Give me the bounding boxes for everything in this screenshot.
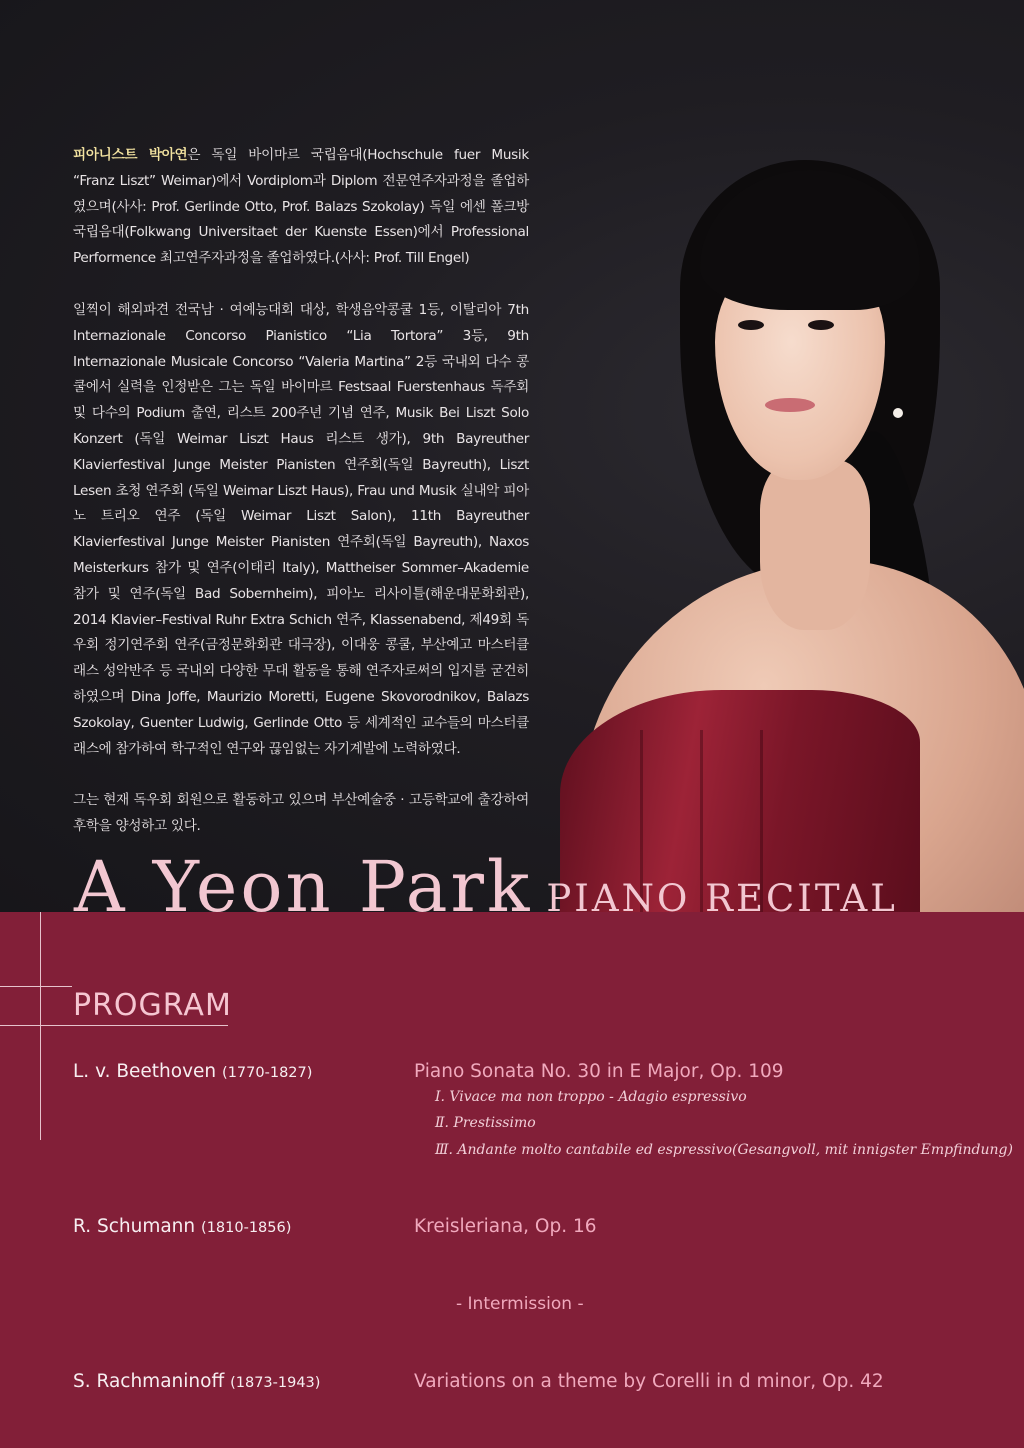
composer-years: (1810-1856) bbox=[201, 1220, 292, 1236]
composer-name: R. Schumann bbox=[73, 1216, 196, 1237]
decorative-vertical-line bbox=[40, 912, 41, 1140]
program-composer bbox=[73, 1371, 320, 1392]
program-work: Piano Sonata No. 30 in E Major, Op. 109 bbox=[414, 1061, 784, 1082]
program-movement: Ⅰ. Vivace ma non troppo - Adagio espressivo bbox=[435, 1089, 747, 1105]
intermission-label: - Intermission - bbox=[456, 1294, 584, 1314]
decorative-horizontal-line bbox=[0, 986, 72, 987]
composer-name: L. v. Beethoven bbox=[73, 1061, 217, 1082]
portrait-left-eye bbox=[738, 320, 764, 330]
recital-subtitle: PIANO RECITAL bbox=[546, 877, 898, 920]
bio-highlight-name: 피아니스트 박아연 bbox=[73, 147, 188, 163]
bio-paragraph-1-text: 은 독일 바이마르 국립음대(Hochschule fuer Musik “Franz Liszt” Weimar)에서 Vordiplom과 Diplom 전문연주자과정을 졸업하였으며(사사: Prof. Gerlinde Otto, Prof. Balazs Szokolay) 독일 에센 폴크방 국립음대(Folkwang Universitaet der Kuenste Essen)에서 Professional Performence 최고연주자과정을 졸업하였다.(사사: Prof. Till Engel) bbox=[73, 147, 529, 267]
composer-years: (1770-1827) bbox=[222, 1065, 313, 1081]
composer-years: (1873-1943) bbox=[230, 1375, 321, 1391]
program-movement: Ⅲ. Andante molto cantabile ed espressivo(Gesangvoll, mit innigster Empfindung) bbox=[435, 1142, 1013, 1158]
bio-paragraph-1 bbox=[73, 143, 529, 272]
recital-title bbox=[74, 846, 898, 928]
program-composer bbox=[73, 1216, 291, 1237]
performer-name: A Yeon Park bbox=[74, 846, 533, 928]
composer-name: S. Rachmaninoff bbox=[73, 1371, 225, 1392]
biography bbox=[73, 143, 529, 866]
portrait-right-eye bbox=[808, 320, 834, 330]
portrait-earring bbox=[893, 408, 903, 418]
program-heading: PROGRAM bbox=[73, 988, 232, 1023]
bio-paragraph-2: 일찍이 해외파견 전국남 · 여예능대회 대상, 학생음악콩쿨 1등, 이탈리아 7th Internazionale Concorso Pianistico “Lia Tortora” 3등, 9th Internazionale Musicale Concorso “Valeria Martina” 2등 국내외 다수 콩쿨에서 실력을 인정받은 그는 독일 바이마르 Festsaal Fuerstenhaus 독주회 및 다수의 Podium 출연, 리스트 200주년 기념 연주, Musik Bei Liszt Solo Konzert (독일 Weimar Liszt Haus 리스트 생가), 9th Bayreuther Klavierfestival Junge Meister Pianisten 연주회(독일 Bayreuth), Liszt Lesen 초청 연주회 (독일 Weimar Liszt Haus), Frau und Musik 실내악 피아노 트리오 연주 (독일 Weimar Liszt Salon), 11th Bayreuther Klavierfestival Junge Meister Pianisten 연주회(독일 Bayreuth), Naxos Meisterkurs 참가 및 연주(이태리 Italy), Mattheiser Sommer–Akademie 참가 및 연주(독일 Bad Sobernheim), 피아노 리사이틀(해운대문화회관), 2014 Klavier–Festival Ruhr Extra Schich 연주, Klassenabend, 제49회 독우회 정기연주회 연주(금정문화회관 대극장), 이대웅 콩쿨, 부산예고 마스터클래스 성악반주 등 국내외 다양한 무대 활동을 통해 연주자로써의 입지를 굳건히 하였으며 Dina Joffe, Maurizio Moretti, Eugene Skovorodnikov, Balazs Szokolay, Guenter Ludwig, Gerlinde Otto 등 세계적인 교수들의 마스터클래스에 참가하여 학구적인 연구와 끊임없는 자기계발에 노력하였다. bbox=[73, 301, 529, 757]
program-movement: Ⅱ. Prestissimo bbox=[435, 1115, 536, 1131]
program-work: Variations on a theme by Corelli in d minor, Op. 42 bbox=[414, 1371, 884, 1392]
bio-paragraph-3: 그는 현재 독우회 회원으로 활동하고 있으며 부산예술중 · 고등학교에 출강하여 후학을 양성하고 있다. bbox=[73, 792, 529, 835]
pianist-portrait-photo bbox=[560, 130, 1024, 912]
portrait-lips bbox=[765, 398, 815, 412]
program-work: Kreisleriana, Op. 16 bbox=[414, 1216, 597, 1237]
portrait-neck bbox=[760, 460, 870, 630]
program-composer bbox=[73, 1061, 312, 1082]
decorative-underline bbox=[0, 1025, 228, 1026]
